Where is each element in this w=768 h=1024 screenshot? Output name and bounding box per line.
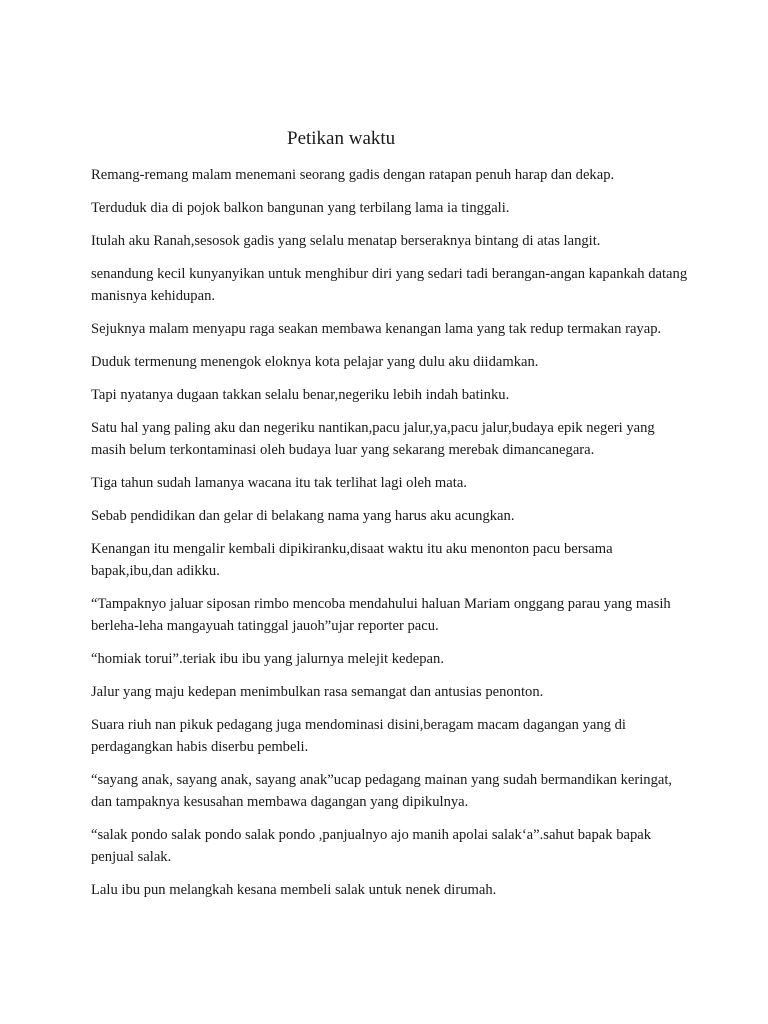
paragraph: Suara riuh nan pikuk pedagang juga mendominasi disini,beragam macam dagangan yang di perdagangkan habis diserbu pembeli. [91,717,626,755]
paragraph: Kenangan itu mengalir kembali dipikiranku,disaat waktu itu aku menonton pacu bersama bapak,ibu,dan adikku. [91,541,613,579]
paragraph: senandung kecil kunyanyikan untuk menghibur diri yang sedari tadi berangan-angan kapankah datang manisnya kehidupan. [91,266,688,304]
paragraph: Satu hal yang paling aku dan negeriku nantikan,pacu jalur,ya,pacu jalur,budaya epik negeri yang masih belum terkontaminasi oleh budaya luar yang sekarang merebak dimancanegara. [91,420,655,458]
paragraph: Duduk termenung menengok eloknya kota pelajar yang dulu aku diidamkan. [91,354,539,370]
paragraph: Itulah aku Ranah,sesosok gadis yang selalu menatap berseraknya bintang di atas langit. [91,233,601,249]
paragraph: “homiak torui”.teriak ibu ibu yang jalurnya melejit kedepan. [91,651,444,667]
paragraph: Lalu ibu pun melangkah kesana membeli salak untuk nenek dirumah. [91,882,497,898]
paragraph: Sebab pendidikan dan gelar di belakang nama yang harus aku acungkan. [91,508,515,524]
paragraph: Tiga tahun sudah lamanya wacana itu tak terlihat lagi oleh mata. [91,475,467,491]
paragraph: Tapi nyatanya dugaan takkan selalu benar,negeriku lebih indah batinku. [91,387,510,403]
paragraph: Terduduk dia di pojok balkon bangunan yang terbilang lama ia tinggali. [91,200,510,216]
paragraph: “Tampaknyo jaluar siposan rimbo mencoba mendahului haluan Mariam onggang parau yang masih berleha-leha mangayuah tatinggal jauoh”ujar reporter pacu. [91,596,671,634]
document-title: Petikan waktu [287,128,396,149]
paragraph: Jalur yang maju kedepan menimbulkan rasa semangat dan antusias penonton. [91,684,544,700]
paragraph: “sayang anak, sayang anak, sayang anak”ucap pedagang mainan yang sudah bermandikan keringat, dan tampaknya kesusahan membawa dagangan yang dipikulnya. [91,772,673,810]
paragraph: Sejuknya malam menyapu raga seakan membawa kenangan lama yang tak redup termakan rayap. [91,321,662,337]
paragraph: Remang-remang malam menemani seorang gadis dengan ratapan penuh harap dan dekap. [91,167,615,183]
document-body [91,164,691,912]
paragraph: “salak pondo salak pondo salak pondo ,panjualnyo ajo manih apolai salak‘a”.sahut bapak bapak penjual salak. [91,827,652,865]
